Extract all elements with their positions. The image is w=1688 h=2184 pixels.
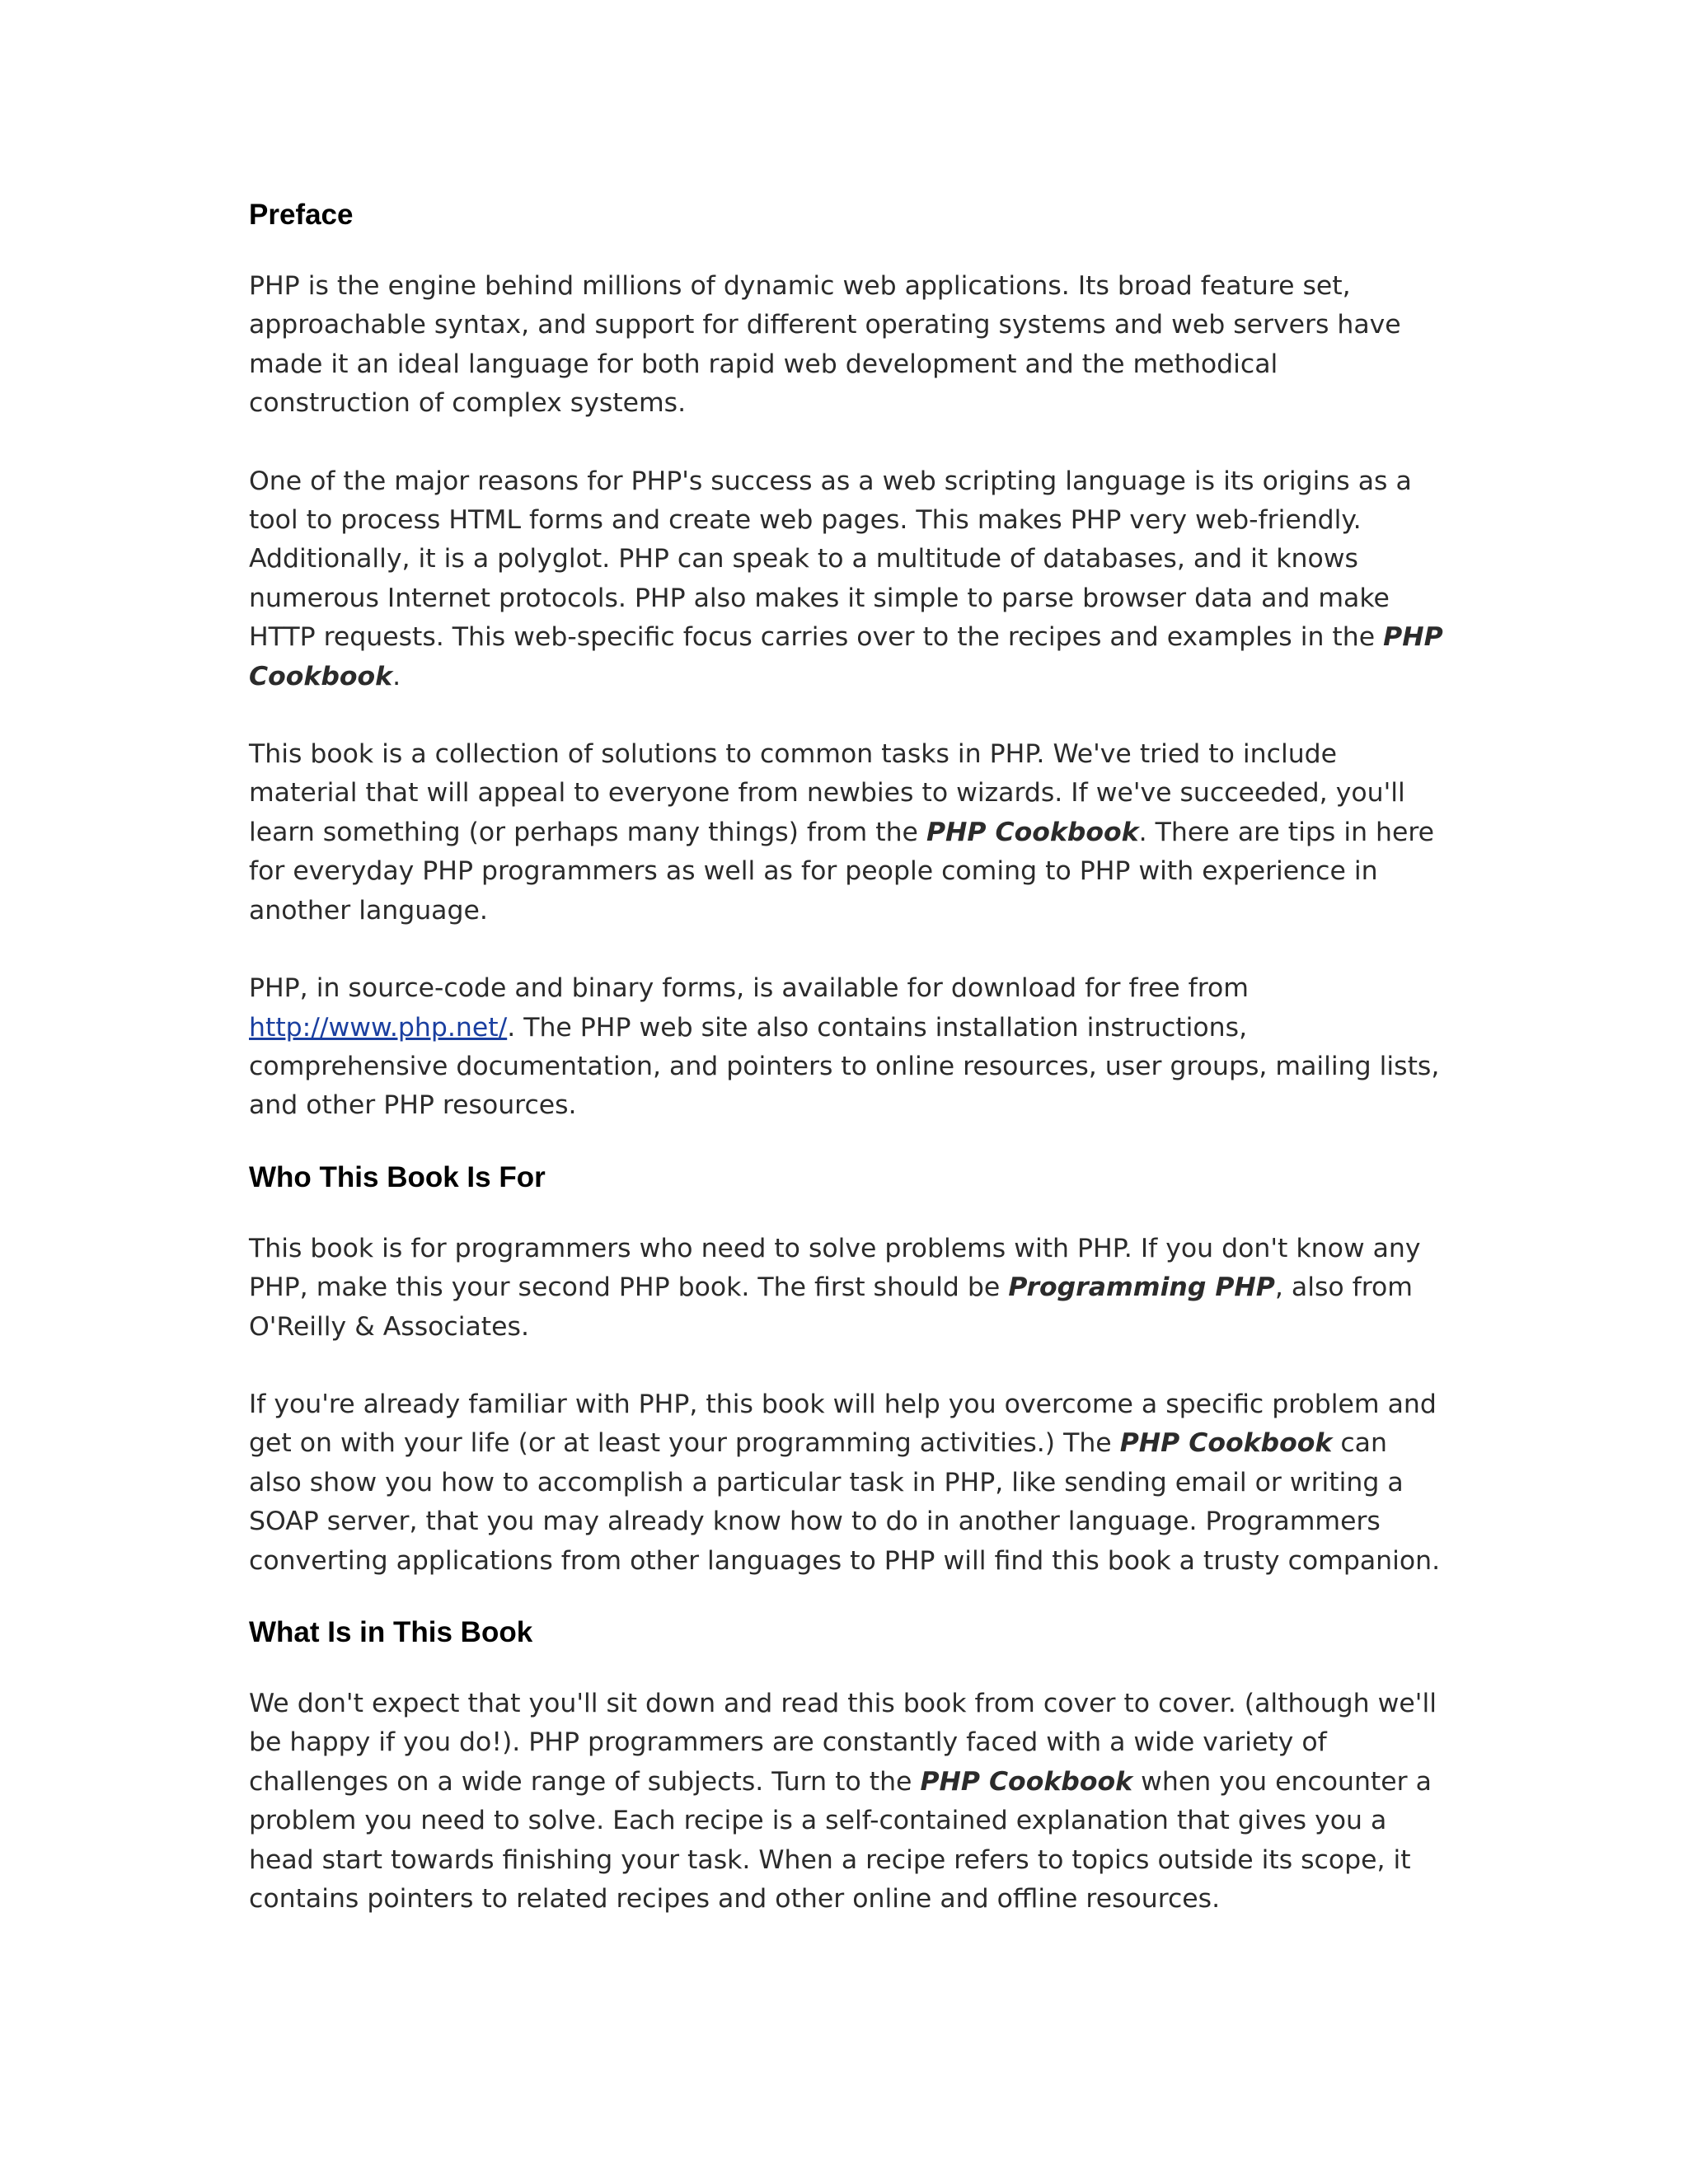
document-page xyxy=(249,198,1444,1919)
book-title: Programming PHP xyxy=(1008,1272,1275,1303)
paragraph-text: when you encounter a problem you need to solve. Each recipe is a self-contained explanation that gives you a head start towards finishing your task. When a recipe refers to topics outside its scope, it contains pointers to related recipes and other online and offline resources. xyxy=(249,1766,1432,1914)
paragraph-text: . xyxy=(392,661,401,691)
paragraph-text: . There are tips in here for everyday PHP programmers as well as for people coming to PHP with experience in another language. xyxy=(249,817,1435,926)
paragraph-text: One of the major reasons for PHP's success as a web scripting language is its origins as a tool to process HTML forms and create web pages. This makes PHP very web-friendly. Additionally, it is a polyglot. PHP can speak to a multitude of databases, and it knows numerous Internet protocols. PHP also makes it simple to parse browser data and make HTTP requests. This web-specific focus carries over to the recipes and examples in the xyxy=(249,466,1412,653)
paragraph-text: We don't expect that you'll sit down and read this book from cover to cover. (although we'll be happy if you do!). PHP programmers are constantly faced with a wide variety of challenges on a wide range of subjects. Turn to the xyxy=(249,1688,1437,1797)
book-title: PHP Cookbook xyxy=(920,1766,1133,1797)
preface-paragraph-1 xyxy=(249,267,1444,424)
paragraph-text: If you're already familiar with PHP, this book will help you overcome a specific problem and get on with your life (or at least your programming activities.) The xyxy=(249,1389,1437,1459)
paragraph-text: PHP, in source-code and binary forms, is available for download for free from xyxy=(249,973,1249,1004)
book-title: PHP Cookbook xyxy=(249,622,1443,691)
paragraph-text: . The PHP web site also contains installation instructions, comprehensive documentation, and pointers to online resources, user groups, mailing lists, and other PHP resources. xyxy=(249,1012,1440,1121)
who-paragraph-2 xyxy=(249,1385,1444,1581)
preface-paragraph-4 xyxy=(249,969,1444,1126)
paragraph-text: This book is a collection of solutions to common tasks in PHP. We've tried to include material that will appeal to everyone from newbies to wizards. If we've succeeded, you'll learn something (or perhaps many things) from the xyxy=(249,739,1405,847)
paragraph-text: can also show you how to accomplish a particular task in PHP, like sending email or writing a SOAP server, that you may already know how to do in another language. Programmers converting applications from other languages to PHP will find this book a trusty companion. xyxy=(249,1428,1441,1576)
what-paragraph-1 xyxy=(249,1685,1444,1919)
book-title: PHP Cookbook xyxy=(1119,1428,1333,1459)
preface-paragraph-2 xyxy=(249,462,1444,696)
who-paragraph-1 xyxy=(249,1230,1444,1347)
paragraph-text: , also from O'Reilly & Associates. xyxy=(249,1272,1413,1342)
what-heading: What Is in This Book xyxy=(249,1615,533,1648)
paragraph-text: PHP is the engine behind millions of dynamic web applications. Its broad feature set, approachable syntax, and support for different operating systems and web servers have made it an ideal language for both rapid web development and the methodical construction of complex systems. xyxy=(249,271,1401,419)
paragraph-text: This book is for programmers who need to solve problems with PHP. If you don't know any PHP, make this your second PHP book. The first should be xyxy=(249,1233,1421,1303)
preface-paragraph-3 xyxy=(249,735,1444,930)
preface-heading: Preface xyxy=(249,199,354,231)
who-heading: Who This Book Is For xyxy=(249,1160,546,1193)
book-title: PHP Cookbook xyxy=(926,817,1139,847)
php-website-link[interactable]: http://www.php.net/ xyxy=(249,1012,508,1043)
